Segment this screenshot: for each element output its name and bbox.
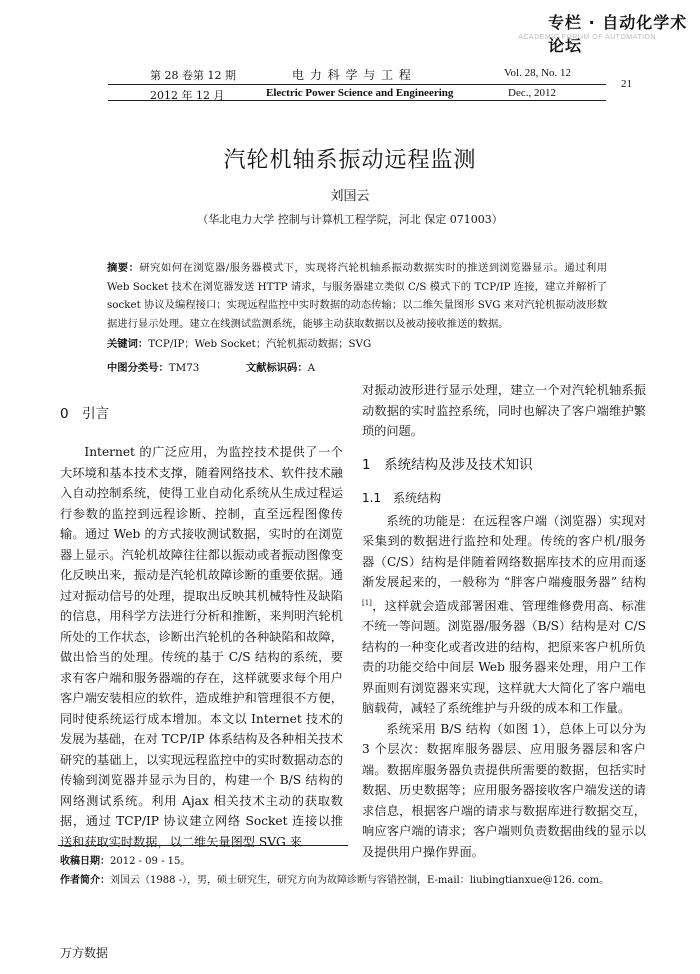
left-column [60, 442, 343, 852]
source-watermark: 万方数据 [60, 946, 109, 960]
received-label: 收稿日期： [60, 856, 110, 867]
author-bio-label: 作者简介： [60, 875, 110, 886]
section-0-paragraph: Internet 的广泛应用，为监控技术提供了一个大环境和基本技术支撑，随着网络技术、软件技术融入自动控制系统，使得工业自动化系统从生成过程运行参数的监控到远程诊断、控制，直至远程图像传输。通过 Web 的方式接收测试数据，实时的在浏览器上显示。汽轮机故障往往都以振动或者振动图像变化反映出来，振动是汽轮机故障诊断的重要依据。通过对振动信号的处理，提取出反映其机械特性及缺陷的信息，用科学方法进行分析和推断，来判明汽轮机所处的工作状态，诊断出汽轮机的各种缺陷和故障，做出恰当的处理。传统的基于 C/S 结构的系统，要求有客户端和服务器端的存在，这样就要求每个用户客户端安装相应的软件，造成维护和管理很不方便，同时使系统运行成本增加。本文以 Internet 技术的发展为基础，在对 TCP/IP 体系结构及各种相关技术研究的基础上，以实现远程监控中的实时数据动态的传输到浏览器并显示为目的，构建一个 B/S 结构的网络测试系统。利用 Ajax 相关技术主动的获取数据，通过 TCP/IP 协议建立网络 Socket 连接以推送和获取实时数据，以二维矢量图型 SVG 来 [60, 445, 343, 849]
header-volume-en: Vol. 28, No. 12 [504, 67, 572, 79]
footnote [60, 852, 660, 890]
section-1-1-paragraph-1-b: ，这样就会造成部署困难、管理维修费用高、标准不统一等问题。浏览器/服务器（B/S）结构是对 C/S 结构的一种变化或者改进的结构，把原来客户机所负责的功能交给中间层 Web 服务器来处理，用户工作界面则有浏览器来实现，这样就大大简化了客户端电脑载荷，减轻了系统维护与升级的成本和工作量。 [362, 598, 646, 716]
classification [107, 359, 607, 378]
section-1-1-paragraph-2: 系统采用 B/S 结构（如图 1），总体上可以分为 3 个层次：数据库服务器层、应用服务器层和客户端。数据库服务器负责提供所需要的数据，包括实时数据、历史数据等；应用服务器接收客户端发送的请求信息，根据客户端的请求与数据库进行数据交互，响应客户端的请求；客户端则负责数据曲线的显示以及提供用户操作界面。 [362, 721, 646, 859]
article-title: 汽轮机轴系振动远程监测 [223, 148, 477, 173]
section-0-heading: 0 引言 [60, 406, 110, 422]
section-1-1-heading: 1.1 系统结构 [362, 491, 442, 505]
header-rule-bottom [108, 100, 606, 101]
section-1-1-paragraph-1-a: 系统的功能是：在远程客户端（浏览器）实现对采集到的数据进行监控和处理。传统的客户机/服务器（C/S）结构是伴随着网络数据库技术的应用而逐渐发展起来的，一般称为 “胖客户端瘦服务器” 结构 [362, 513, 646, 589]
column-stamp [518, 6, 696, 55]
document-code-label: 文献标识码： [245, 362, 308, 374]
classification-value: TM73 [168, 362, 200, 374]
section-1-heading: 1 系统结构及涉及技术知识 [362, 456, 533, 473]
column-stamp-subtitle: ACADEMIC FORUM OF AUTOMATION [518, 34, 656, 41]
header-journal-en: Electric Power Science and Engineering [266, 87, 454, 99]
column-stamp-title: 专栏 · 自动化学术论坛 [548, 13, 688, 55]
header-journal-cn: 电 力 科 学 与 工 程 [292, 68, 412, 82]
section-1-1-paragraph-1 [362, 511, 646, 719]
footnote-rule [58, 845, 348, 846]
article-author: 刘国云 [330, 189, 370, 204]
classification-label: 中图分类号： [107, 362, 169, 374]
header-rule-top [108, 84, 606, 85]
header-date-cn: 2012 年 12 月 [150, 89, 225, 102]
abstract-text: 研究如何在浏览器/服务器模式下，实现将汽轮机轴系振动数据实时的推送到浏览器显示。通过利用 Web Socket 技术在浏览器发送 HTTP 请求，与服务器建立类似 C/S 模式下的 TCP/IP 连接，建立并解析了 socket 协议及编程接口；实现远程监控中实时数据的动态传输；以二维矢量图形 SVG 来对汽轮机振动波形数据进行显示处理。建立在线测试监测系统，能够主动获取数据以及被动接收推送的数据。 [107, 262, 608, 330]
abstract-label: 摘要： [107, 262, 140, 274]
header-volume-cn: 第 28 卷第 12 期 [150, 69, 236, 82]
header-date-en: Dec., 2012 [508, 87, 556, 99]
received-date [60, 852, 660, 871]
received-value: 2012 - 09 - 15。 [110, 856, 191, 867]
keywords-text: TCP/IP；Web Socket；汽轮机振动数据；SVG [148, 338, 372, 350]
abstract [107, 259, 607, 333]
document-code-value: A [307, 362, 316, 374]
citation-1: [1] [362, 598, 372, 607]
right-column [362, 380, 646, 862]
keywords [107, 335, 607, 354]
author-bio-text: 刘国云（1988 -），男，硕士研究生，研究方向为故障诊断与容错控制，E-mail：liubingtianxue@126. com。 [110, 875, 610, 886]
author-bio [60, 871, 660, 890]
page-number: 21 [621, 78, 632, 90]
section-0-continuation: 对振动波形进行显示处理，建立一个对汽轮机轴系振动数据的实时监控系统，同时也解决了客户端维护繁琐的问题。 [362, 383, 646, 438]
keywords-label: 关键词： [107, 338, 149, 350]
article-affiliation: （华北电力大学 控制与计算机工程学院，河北 保定 071003） [197, 213, 503, 226]
